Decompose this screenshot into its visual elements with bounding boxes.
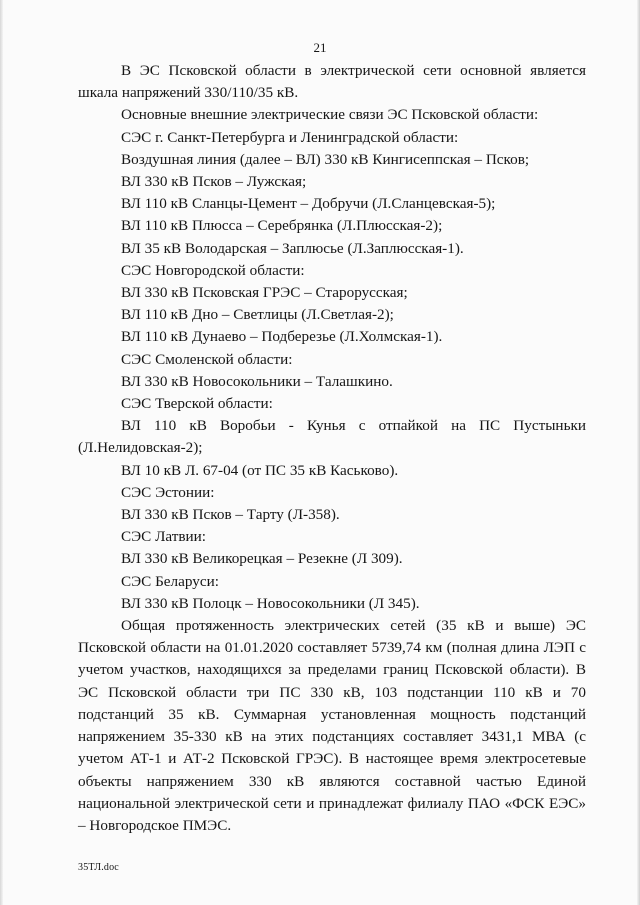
paragraph-closing: Общая протяженность электрических сетей (35 кВ и выше) ЭС Псковской области на 01.01.2020 составляет 5739,74 км (полная длина ЛЭП с учетом участков, находящихся за пределами границ Псковской области). В ЭС Псковской области три ПС 330 кВ, 103 подстанции 110 кВ и 70 подстанций 35 кВ. Суммарная установленная мощность подстанций напряжением 35-330 кВ на этих подстанциях составляет 3431,1 МВА (с учетом АТ-1 и АТ-2 Псковской ГРЭС). В настоящее время электросетевые объекты напряжением 330 кВ являются составной частью Единой национальной электрической сети и принадлежат филиалу ПАО «ФСК ЕЭС» – Новгородское ПМЭС.	[78, 617, 586, 834]
text-line: ВЛ 330 кВ Полоцк – Новосокольники (Л 345).	[121, 594, 420, 612]
paragraph-tver-line: ВЛ 110 кВ Воробьи - Кунья с отпайкой на ПС Пустыньки (Л.Нелидовская-2);	[78, 417, 586, 457]
text-line: ВЛ 330 кВ Великорецкая – Резекне (Л 309).	[121, 550, 403, 568]
text-line: ВЛ 35 кВ Володарская – Заплюсье (Л.Заплюсская-1).	[121, 239, 464, 257]
text-line: ВЛ 110 кВ Плюсса – Серебрянка (Л.Плюсская-2);	[121, 217, 443, 235]
paragraph-intro: В ЭС Псковской области в электрической сети основной является шкала напряжений 330/110/35 кВ.	[78, 62, 586, 102]
document-body	[78, 60, 586, 837]
text-line: ВЛ 110 кВ Сланцы-Цемент – Добручи (Л.Сланцевская-5);	[121, 195, 496, 213]
text-line: ВЛ 10 кВ Л. 67-04 (от ПС 35 кВ Каськово).	[121, 461, 399, 479]
text-line: СЭС Смоленской области:	[121, 350, 293, 368]
text-line: Основные внешние электрические связи ЭС Псковской области:	[121, 106, 539, 124]
text-line: ВЛ 330 кВ Псков – Лужская;	[121, 173, 307, 191]
scan-edge-left	[0, 0, 3, 905]
text-line: СЭС Беларуси:	[121, 572, 219, 590]
text-line: ВЛ 110 кВ Дно – Светлицы (Л.Светлая-2);	[121, 306, 394, 324]
text-line: СЭС Эстонии:	[121, 483, 215, 501]
text-line: СЭС Тверской области:	[121, 395, 273, 413]
footer-filename: 35ТЛ.doc	[78, 862, 119, 873]
text-line: СЭС Новгородской области:	[121, 261, 305, 279]
text-line: ВЛ 110 кВ Дунаево – Подберезье (Л.Холмская-1).	[121, 328, 443, 346]
text-line: ВЛ 330 кВ Псковская ГРЭС – Старорусская;	[121, 284, 408, 302]
text-line: Воздушная линия (далее – ВЛ) 330 кВ Кингисеппская – Псков;	[121, 150, 530, 168]
text-line: СЭС г. Санкт-Петербурга и Ленинградской области:	[121, 128, 459, 146]
text-line: СЭС Латвии:	[121, 528, 207, 546]
text-line: ВЛ 330 кВ Псков – Тарту (Л-358).	[121, 506, 340, 524]
page-number: 21	[313, 40, 327, 55]
text-line: ВЛ 330 кВ Новосокольники – Талашкино.	[121, 372, 393, 390]
